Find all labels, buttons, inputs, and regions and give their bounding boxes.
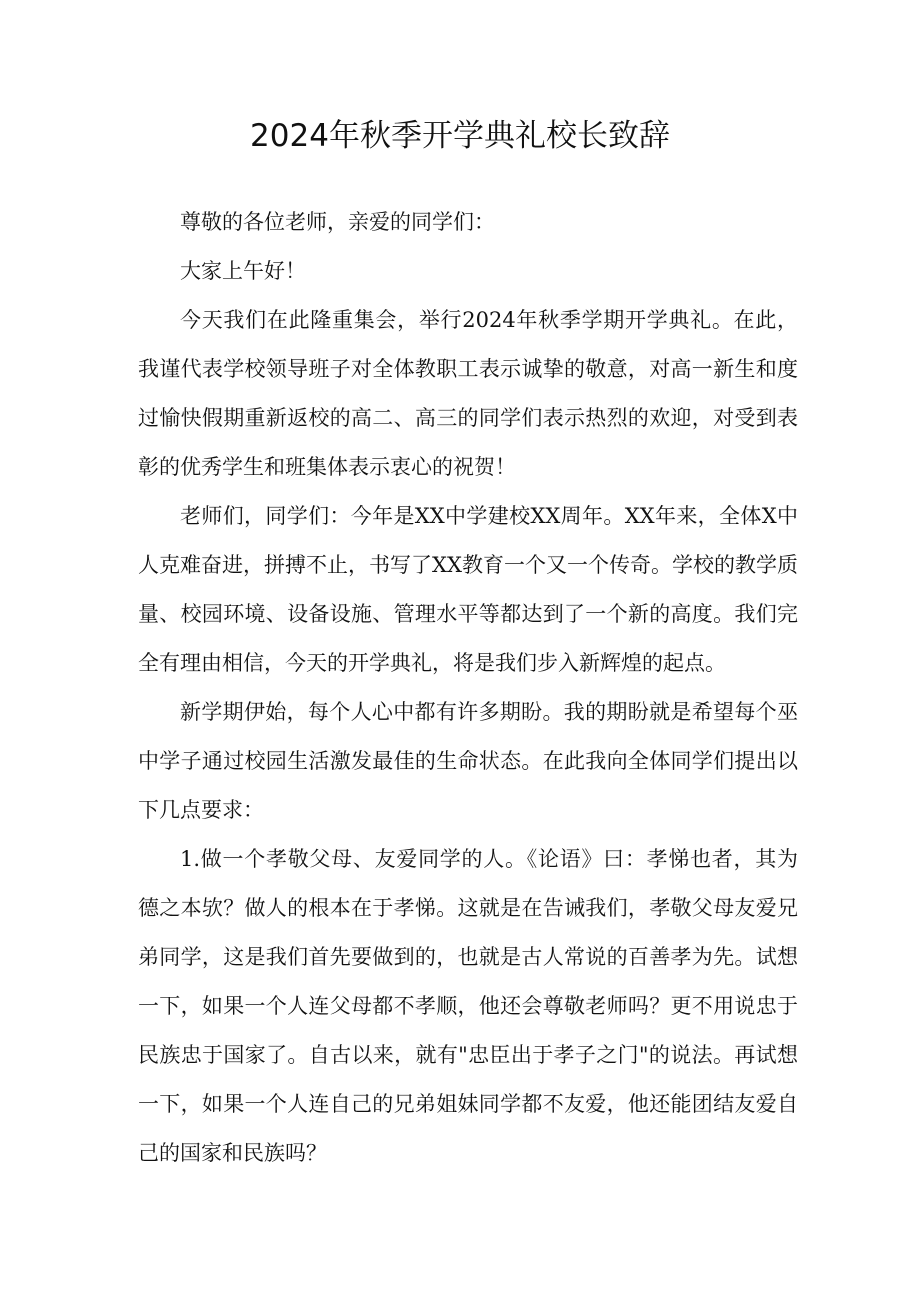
paragraph-salutation: 尊敬的各位老师，亲爱的同学们： — [180, 210, 495, 234]
paragraph-anniversary: 老师们，同学们：今年是XX中学建校XX周年。XX年来，全体X中人克难奋进，拼搏不止，书写了XX教育一个又一个传奇。学校的教学质量、校园环境、设备设施、管理水平等都达到了一个新的高度。我们完全有理由相信，今天的开学典礼，将是我们步入新辉煌的起点。 — [138, 504, 798, 675]
paragraph-requirement-1: 1.做一个孝敬父母、友爱同学的人。《论语》曰：孝悌也者，其为德之本欤？做人的根本在于孝悌。这就是在告诫我们，孝敬父母友爱兄弟同学，这是我们首先要做到的，也就是古人常说的百善孝为先。试想一下，如果一个人连父母都不孝顺，他还会尊敬老师吗？更不用说忠于民族忠于国家了。自古以来，就有"忠臣出于孝子之门"的说法。再试想一下，如果一个人连自己的兄弟姐妹同学都不友爱，他还能团结友爱自己的国家和民族吗？ — [138, 847, 798, 1165]
paragraph-greeting: 大家上午好！ — [180, 259, 306, 283]
paragraph-welcome: 今天我们在此隆重集会，举行2024年秋季学期开学典礼。在此，我谨代表学校领导班子对全体教职工表示诚挚的敬意，对高一新生和度过愉快假期重新返校的高二、高三的同学们表示热烈的欢迎，对受到表彰的优秀学生和班集体表示衷心的祝贺！ — [138, 308, 798, 479]
paragraph-expectations: 新学期伊始，每个人心中都有许多期盼。我的期盼就是希望每个巫中学子通过校园生活激发最佳的生命状态。在此我向全体同学们提出以下几点要求： — [138, 700, 798, 822]
document-body — [138, 198, 798, 1178]
document-title: 2024年秋季开学典礼校长致辞 — [250, 118, 670, 154]
